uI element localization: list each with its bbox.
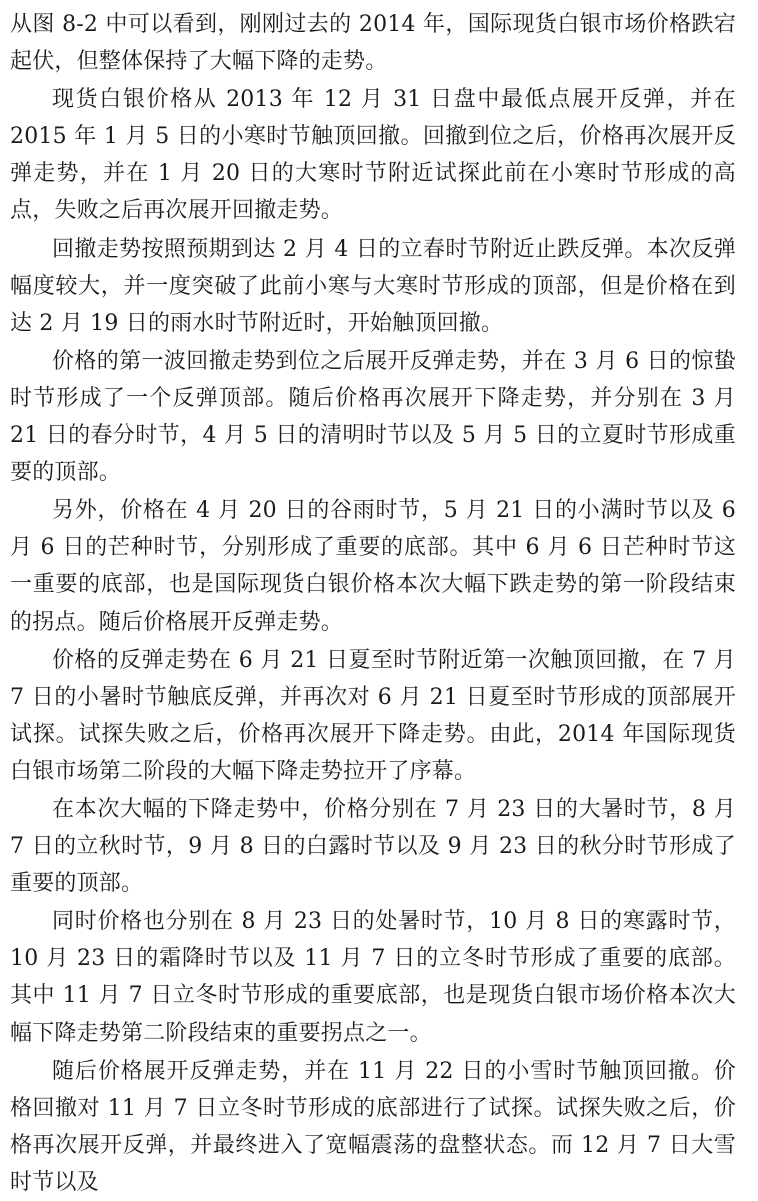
paragraph-4: 价格的第一波回撤走势到位之后展开反弹走势，并在 3 月 6 日的惊蛰时节形成了一个反弹顶部。随后价格再次展开下降走势，并分别在 3 月 21 日的春分时节，4 月 5 日的清明时节以及 5 月 5 日的立夏时节形成重要的顶部。 <box>10 348 736 486</box>
paragraph-1: 从图 8-2 中可以看到，刚刚过去的 2014 年，国际现货白银市场价格跌宕起伏，但整体保持了大幅下降的走势。 <box>10 12 736 75</box>
paragraph-3: 回撤走势按照预期到达 2 月 4 日的立春时节附近止跌反弹。本次反弹幅度较大，并一度突破了此前小寒与大寒时节形成的顶部，但是价格在到达 2 月 19 日的雨水时节附近时，开始触顶回撤。 <box>10 236 736 336</box>
paragraph-8: 同时价格也分别在 8 月 23 日的处暑时节，10 月 8 日的寒露时节，10 月 23 日的霜降时节以及 11 月 7 日的立冬时节形成了重要的底部。其中 11 月 7 日立冬时节形成的重要底部，也是现货白银市场价格本次大幅下降走势第二阶段结束的重要拐点之一。 <box>10 909 736 1046</box>
paragraph-7: 在本次大幅的下降走势中，价格分别在 7 月 23 日的大暑时节，8 月 7 日的立秋时节，9 月 8 日的白露时节以及 9 月 23 日的秋分时节形成了重要的顶部。 <box>10 796 736 897</box>
paragraph-5: 另外，价格在 4 月 20 日的谷雨时节，5 月 21 日的小满时节以及 6 月 6 日的芒种时节，分别形成了重要的底部。其中 6 月 6 日芒种时节这一重要的底部，也是国际现货白银价格本次大幅下跌走势的第一阶段结束的拐点。随后价格展开反弹走势。 <box>10 498 736 635</box>
paragraph-6: 价格的反弹走势在 6 月 21 日夏至时节附近第一次触顶回撤，在 7 月 7 日的小暑时节触底反弹，并再次对 6 月 21 日夏至时节形成的顶部展开试探。试探失败之后，价格再次展开下降走势。由此，2014 年国际现货白银市场第二阶段的大幅下降走势拉开了序幕。 <box>10 647 736 784</box>
paragraph-9: 随后价格展开反弹走势，并在 11 月 22 日的小雪时节触顶回撤。价格回撤对 11 月 7 日立冬时节形成的底部进行了试探。试探失败之后，价格再次展开反弹，并最终进入了宽幅震荡的盘整状态。而 12 月 7 日大雪时节以及 <box>10 1058 736 1195</box>
paragraph-2: 现货白银价格从 2013 年 12 月 31 日盘中最低点展开反弹，并在 2015 年 1 月 5 日的小寒时节触顶回撤。回撤到位之后，价格再次展开反弹走势，并在 1 月 20 日的大寒时节附近试探此前在小寒时节形成的高点，失败之后再次展开回撤走势。 <box>10 87 736 224</box>
